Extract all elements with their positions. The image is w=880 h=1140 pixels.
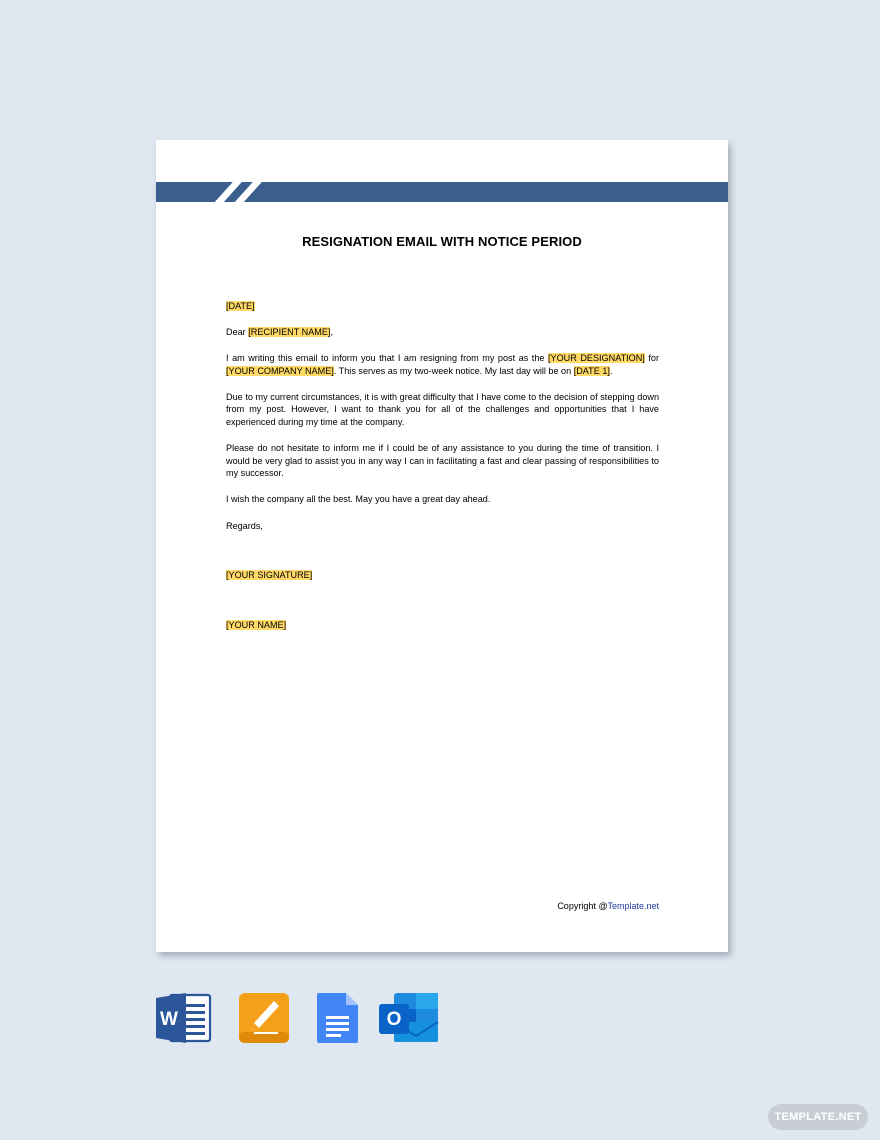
copyright-notice: Copyright @Template.net	[557, 901, 659, 911]
signature-placeholder: [YOUR SIGNATURE]	[226, 570, 313, 581]
pages-icon[interactable]	[238, 992, 292, 1044]
svg-text:W: W	[160, 1009, 178, 1030]
paragraph-transition: Please do not hesitate to inform me if I could be of any assistance to you during the time of transition. I would be very glad to assist you in any way I can in facilitating a fast and clear passing of responsibilities to my successor.	[226, 443, 659, 479]
document-page	[156, 140, 728, 952]
salutation: Dear [RECIPIENT NAME],	[226, 327, 333, 338]
header-band	[156, 182, 728, 202]
outlook-icon[interactable]	[378, 992, 440, 1044]
letter-body	[226, 300, 659, 631]
closing: Regards,	[226, 520, 263, 531]
recipient-placeholder: [RECIPIENT NAME]	[248, 327, 331, 338]
document-title: RESIGNATION EMAIL WITH NOTICE PERIOD	[302, 234, 582, 249]
paragraph-circumstances: Due to my current circumstances, it is with great difficulty that I have come to the decision of stepping down from my post. However, I want to thank you for all of the challenges and opportunities that I have experienced during my time at the company.	[226, 391, 659, 428]
paragraph-intro: I am writing this email to inform you that I am resigning from my post as the [YOUR DESIGNATION] for [YOUR COMPANY NAME]. This serves as my two-week notice. My last day will be on [DATE 1].	[226, 353, 659, 376]
company-placeholder: [YOUR COMPANY NAME]	[226, 365, 334, 376]
svg-text:O: O	[386, 1009, 402, 1030]
google-docs-icon[interactable]	[316, 992, 360, 1044]
word-icon[interactable]	[156, 992, 212, 1044]
template-net-badge[interactable]: TEMPLATE.NET	[768, 1104, 868, 1130]
designation-placeholder: [YOUR DESIGNATION]	[547, 353, 645, 364]
name-placeholder: [YOUR NAME]	[226, 619, 287, 630]
format-icons	[156, 992, 446, 1046]
paragraph-wishes: I wish the company all the best. May you have a great day ahead.	[226, 494, 491, 505]
date-placeholder: [DATE]	[226, 301, 255, 311]
copyright-link[interactable]: Template.net	[607, 901, 659, 911]
last-date-placeholder: [DATE 1]	[573, 365, 610, 376]
